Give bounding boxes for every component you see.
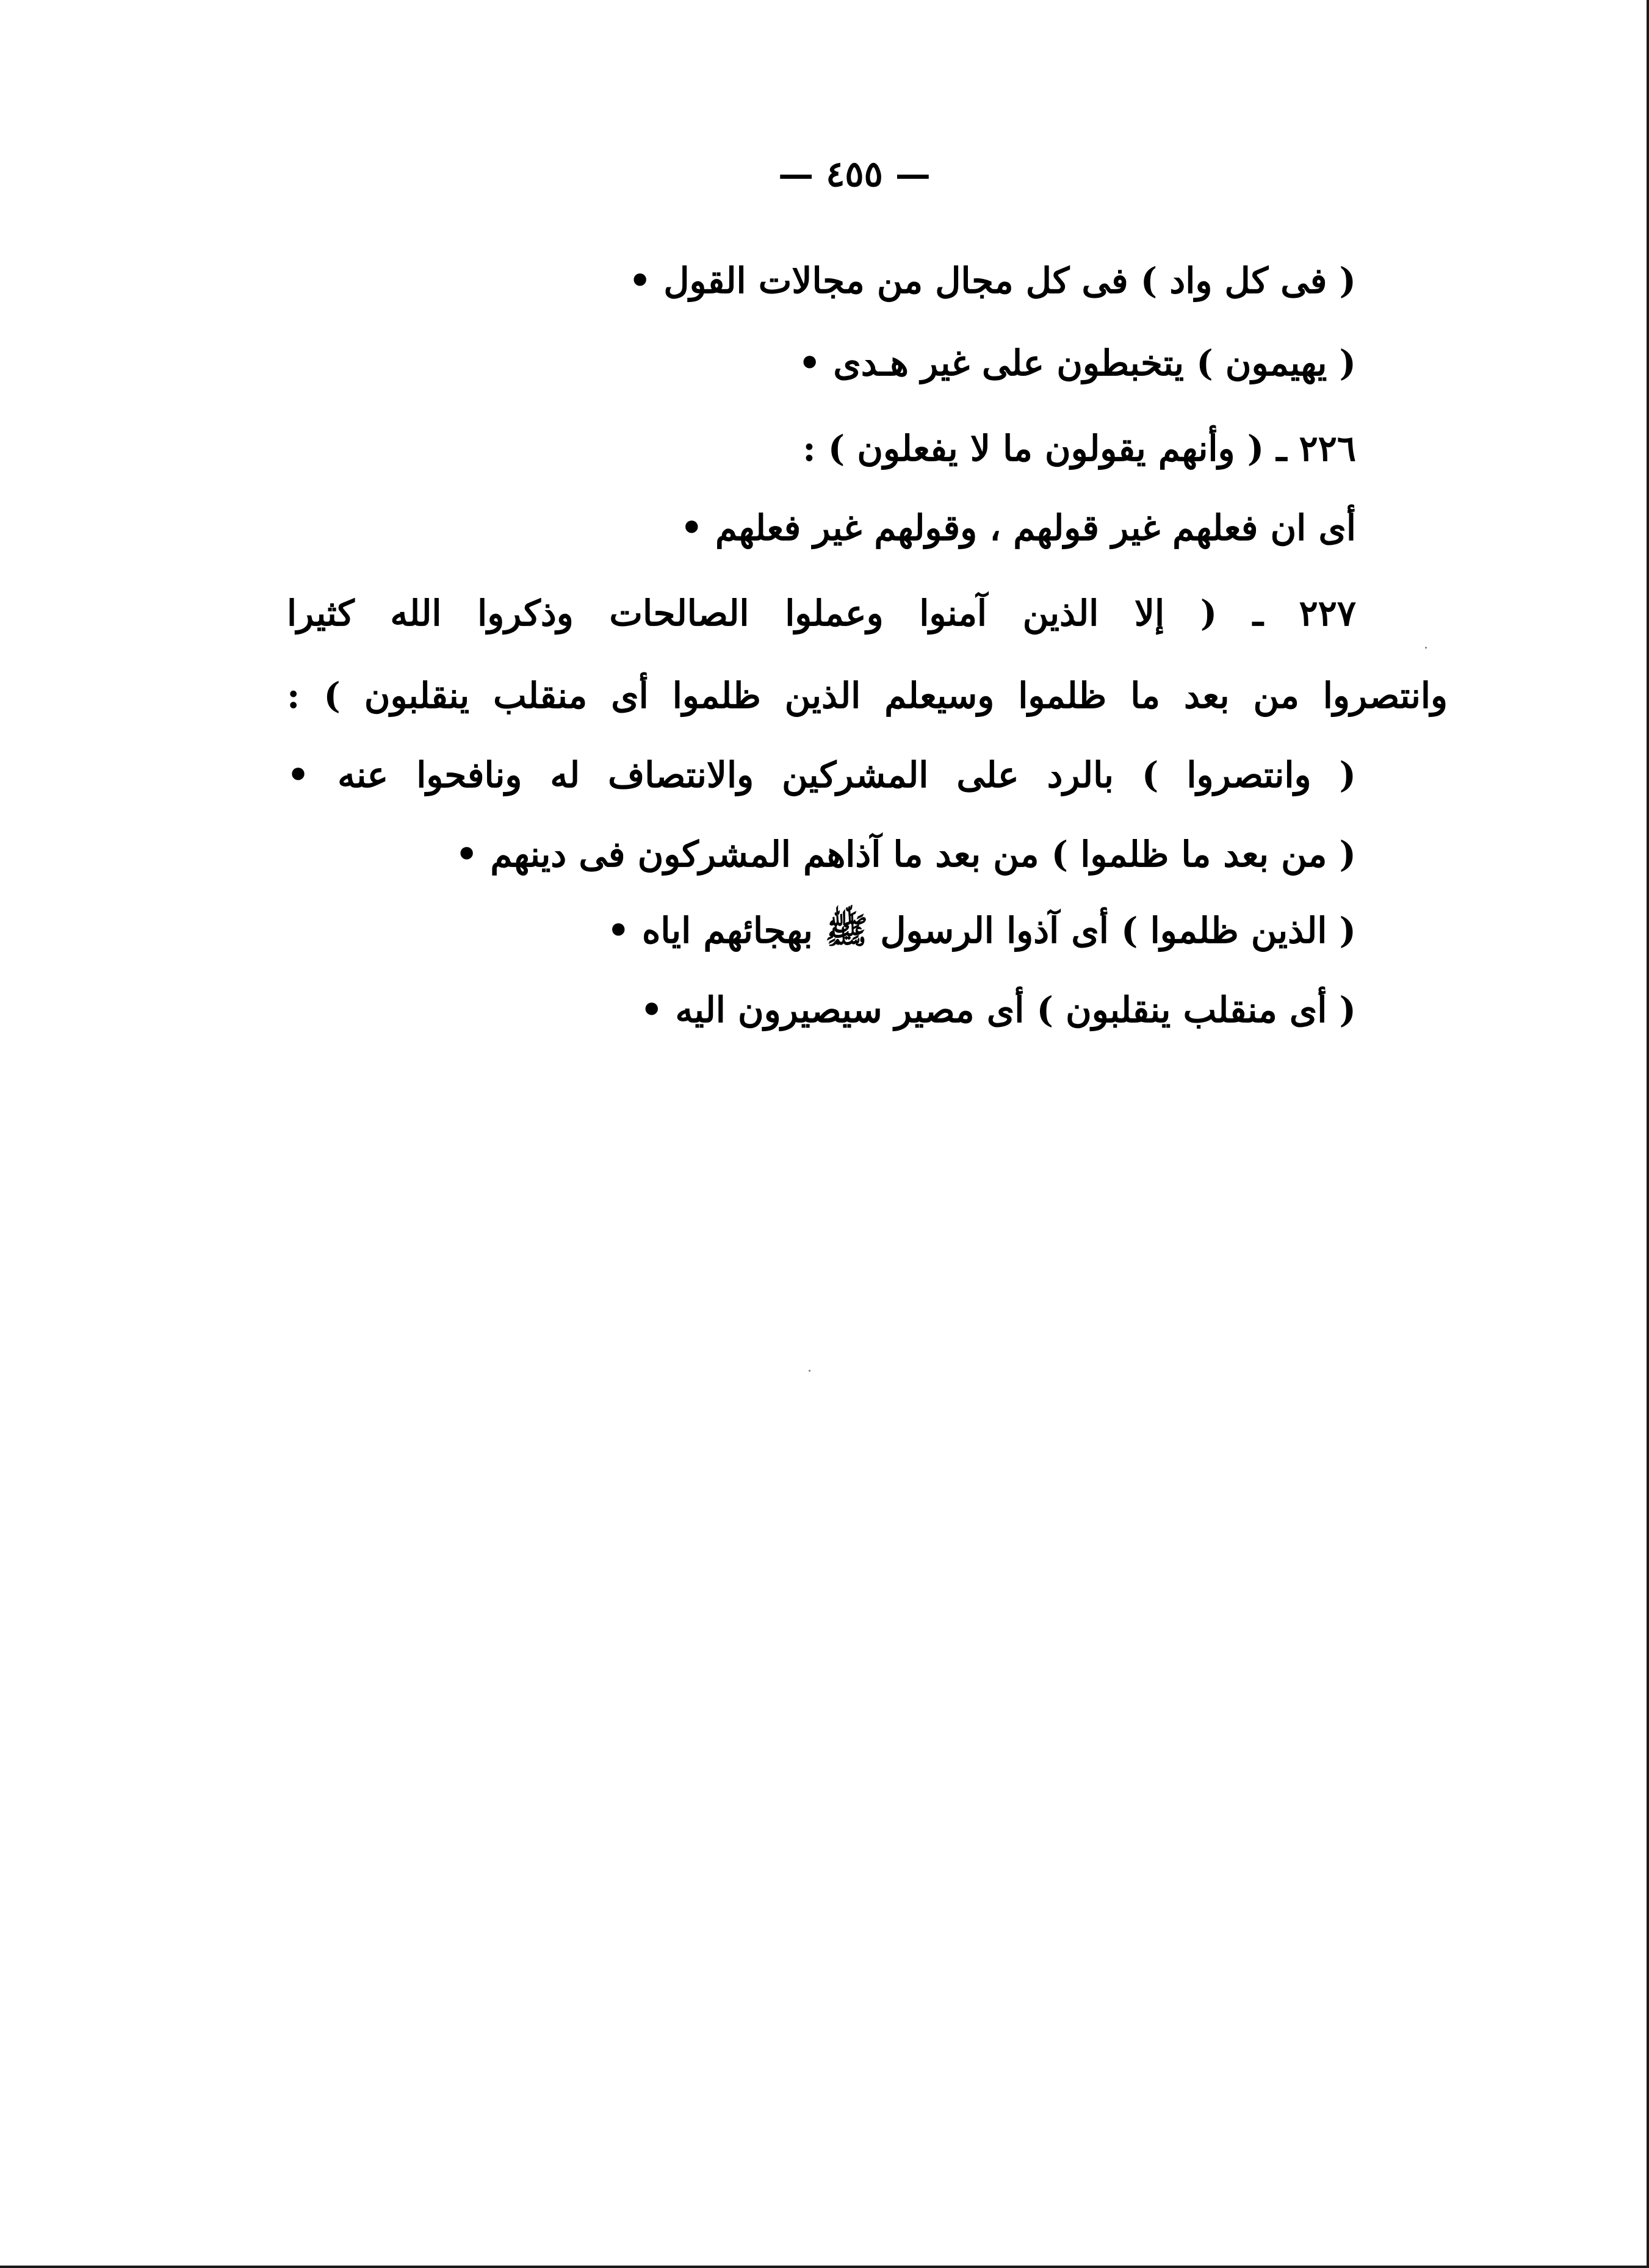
text-line-6: وانتصروا من بعد ما ظلموا وسيعلم الذين ظلموا أى منقلب ينقلبون ) : — [287, 675, 1448, 716]
text-line-10: ( أى منقلب ينقلبون ) أى مصير سيصيرون اليه • — [640, 989, 1356, 1031]
text-line-8: ( من بعد ما ظلموا ) من بعد ما آذاهم المشركون فى دينهم • — [455, 833, 1356, 875]
text-line-3: ٢٢٦ ـ ( وأنهم يقولون ما لا يفعلون ) : — [803, 428, 1356, 469]
text-line-1: ( فى كل واد ) فى كل مجال من مجالات القول • — [629, 260, 1356, 301]
page-edge-right — [1647, 0, 1649, 2268]
page-edge-bottom — [0, 2266, 1649, 2268]
text-line-7: ( وانتصروا ) بالرد على المشركين والانتصاف له ونافحوا عنه • — [287, 754, 1356, 796]
text-line-5: ٢٢٧ ـ ( إلا الذين آمنوا وعملوا الصالحات وذكروا الله كثيرا — [287, 592, 1356, 634]
text-line-9: ( الذين ظلموا ) أى آذوا الرسول ﷺ بهجائهم اياه • — [607, 910, 1356, 951]
text-line-4: أى ان فعلهم غير قولهم ، وقولهم غير فعلهم • — [680, 507, 1356, 549]
text-line-2: ( يهيمون ) يتخبطون على غير هـدى • — [798, 342, 1356, 384]
scan-speck — [1425, 647, 1427, 649]
page-number: — ٤٥٥ — — [778, 153, 931, 195]
scan-speck — [809, 1370, 810, 1372]
